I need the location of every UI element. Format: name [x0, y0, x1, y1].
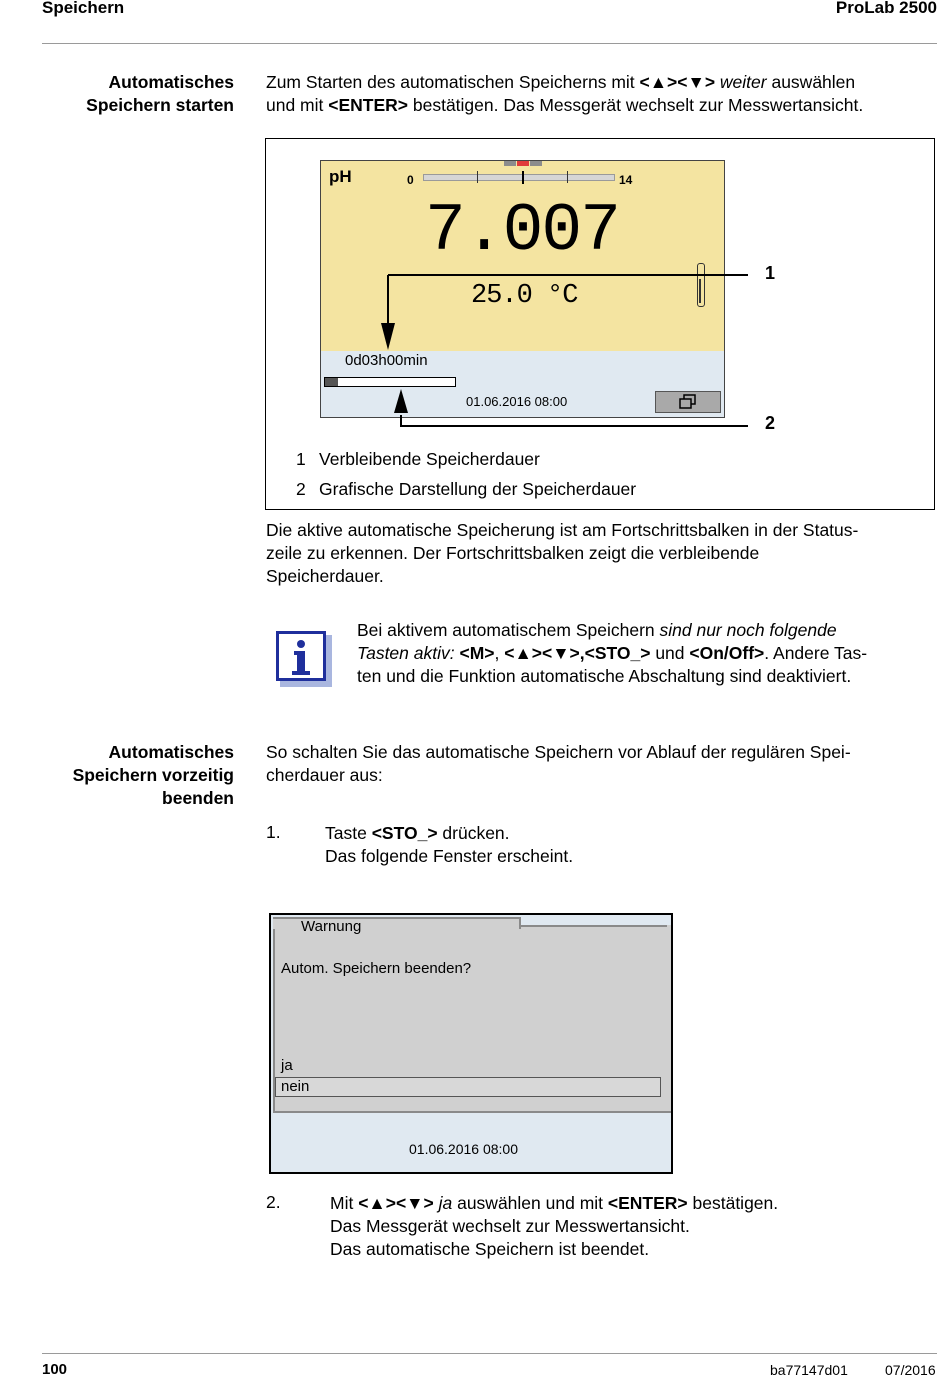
remaining-time: 0d03h00min — [345, 352, 428, 369]
callout-label-1: 1 — [765, 263, 776, 283]
dialog-datetime: 01.06.2016 08:00 — [409, 1141, 518, 1157]
info-icon-serif-bottom — [292, 671, 310, 675]
dialog-title: Warnung — [301, 918, 362, 935]
info-icon — [276, 631, 334, 689]
option-ja[interactable]: ja — [281, 1057, 293, 1074]
header-product-name: ProLab 2500 — [835, 0, 937, 17]
side-heading-stop: Automatisches Speichern vorzeitig beenden — [72, 742, 234, 808]
info-note: Bei aktivem automatischem Speichern sind nur noch folgende Tasten aktiv: <M>, <▲><▼>,<STO_> und <On/Off>. Andere Tas- ten und die Funktion automatische Abschaltung sind deaktiviert. — [357, 620, 868, 686]
parameter-label: pH — [329, 167, 352, 186]
option-nein-selected[interactable] — [275, 1077, 661, 1097]
status-datetime: 01.06.2016 08:00 — [466, 394, 568, 409]
step-1-text: Taste <STO_> drücken. Das folgende Fenster erscheint. — [325, 823, 574, 866]
status-paragraph: Die aktive automatische Speicherung ist am Fortschrittsbalken in der Status- zeile zu erkennen. Der Fortschrittsbalken zeigt die verbleibende Speicherdauer. — [266, 520, 859, 586]
warning-dialog — [269, 913, 673, 1174]
doc-number: ba77147d01 — [770, 1362, 848, 1378]
intro-text-start: Zum Starten des automatischen Speicherns mit <▲><▼> weiter auswählen und mit <ENTER> bestätigen. Das Messgerät wechselt zur Messwertansicht. — [266, 72, 864, 115]
footer-rule — [42, 1353, 937, 1354]
measured-value: 7.007 — [425, 193, 620, 270]
scale-min: 0 — [407, 173, 414, 187]
info-icon-dot — [297, 640, 305, 648]
callout-label-2: 2 — [765, 413, 776, 433]
dialog-question: Autom. Speichern beenden? — [281, 960, 472, 977]
caption-number-2: 2 — [296, 479, 306, 499]
intro-text-stop: So schalten Sie das automatische Speichern vor Ablauf der regulären Spei- cherdauer aus: — [266, 742, 851, 785]
temperature-value: 25.0 °C — [471, 281, 578, 311]
info-icon-frame — [276, 631, 326, 681]
doc-date: 07/2016 — [885, 1362, 936, 1378]
callout-overlay — [0, 0, 950, 520]
scale-max: 14 — [619, 173, 633, 187]
step-1-number: 1. — [266, 822, 281, 842]
dialog-tab-line — [521, 925, 667, 927]
step-2-number: 2. — [266, 1192, 281, 1212]
option-nein-label: nein — [281, 1078, 310, 1095]
header-section-title: Speichern — [42, 0, 125, 17]
side-heading-start: Automatisches Speichern starten — [86, 72, 234, 115]
caption-text-1: Verbleibende Speicherdauer — [319, 449, 540, 469]
dialog-body-bottom — [273, 1111, 671, 1113]
page-number: 100 — [42, 1361, 68, 1378]
step-2-text: Mit <▲><▼> ja auswählen und mit <ENTER> bestätigen. Das Messgerät wechselt zur Messwertansicht. Das automatische Speichern ist beendet. — [330, 1193, 779, 1259]
caption-text-2: Grafische Darstellung der Speicherdauer — [319, 479, 637, 499]
caption-number-1: 1 — [296, 449, 306, 469]
